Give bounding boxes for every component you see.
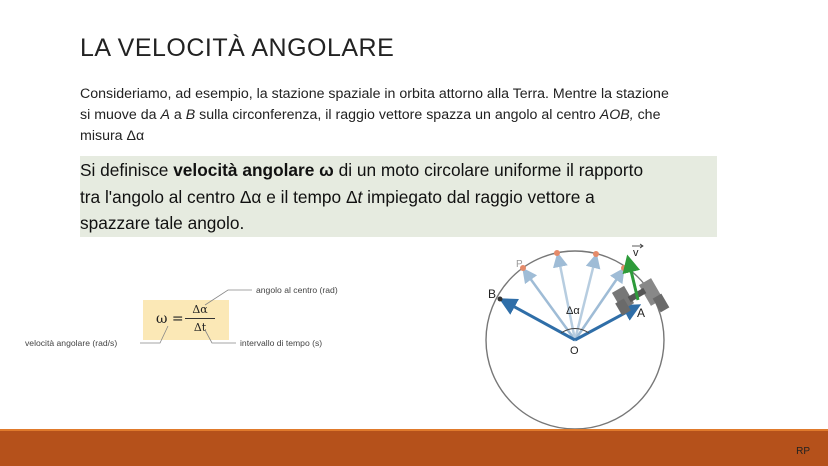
- label-angular-velocity: velocità angolare (rad/s): [25, 338, 118, 348]
- footer-bar: [0, 431, 828, 466]
- intro-paragraph: [80, 84, 770, 147]
- diagram-label-angle: Δα: [566, 305, 580, 317]
- velocity-vector: [628, 258, 638, 300]
- diagram-label-B: B: [488, 287, 497, 301]
- author-initials: RP: [796, 446, 810, 457]
- definition-text: [80, 157, 710, 237]
- radius-intermediate-3: [575, 256, 596, 340]
- formula-denominator: Δt: [193, 321, 207, 334]
- diagram-label-v: v: [633, 247, 639, 259]
- definition-line-3: spazzare tale angolo.: [80, 213, 245, 233]
- formula-lhs: ω =: [156, 311, 184, 327]
- point-P-3: [593, 251, 599, 257]
- diagram-label-A: A: [637, 306, 646, 320]
- point-P-2: [554, 250, 560, 256]
- angle-arc: [561, 329, 589, 334]
- definition-line-2: tra l'angolo al centro Δα e il tempo Δt impiegato dal raggio vettore a: [80, 186, 595, 207]
- label-central-angle: angolo al centro (rad): [256, 285, 338, 295]
- intro-line-3: misura Δα: [80, 128, 145, 144]
- intro-line-1: Consideriamo, ad esempio, la stazione spaziale in orbita attorno alla Terra. Mentre la stazione: [80, 86, 669, 102]
- diagram-label-P: P: [516, 259, 523, 270]
- diagram-label-O: O: [570, 345, 579, 357]
- intro-line-2: si muove da A a B sulla circonferenza, il raggio vettore spazza un angolo al centro AOB, che: [80, 107, 661, 123]
- formula-fraction: [185, 303, 215, 334]
- formula-numerator: Δα: [192, 303, 208, 316]
- orbit-diagram: [478, 240, 698, 440]
- point-B: [498, 297, 503, 302]
- point-P-4: [621, 265, 627, 271]
- angular-velocity-formula: [143, 300, 229, 340]
- definition-line-1: Si definisce velocità angolare ω di un moto circolare uniforme il rapporto: [80, 160, 644, 180]
- fraction-bar: [185, 318, 215, 319]
- radius-OB: [502, 300, 575, 340]
- slide-title: LA VELOCITÀ ANGOLARE: [80, 34, 395, 62]
- label-time-interval: intervallo di tempo (s): [240, 338, 323, 348]
